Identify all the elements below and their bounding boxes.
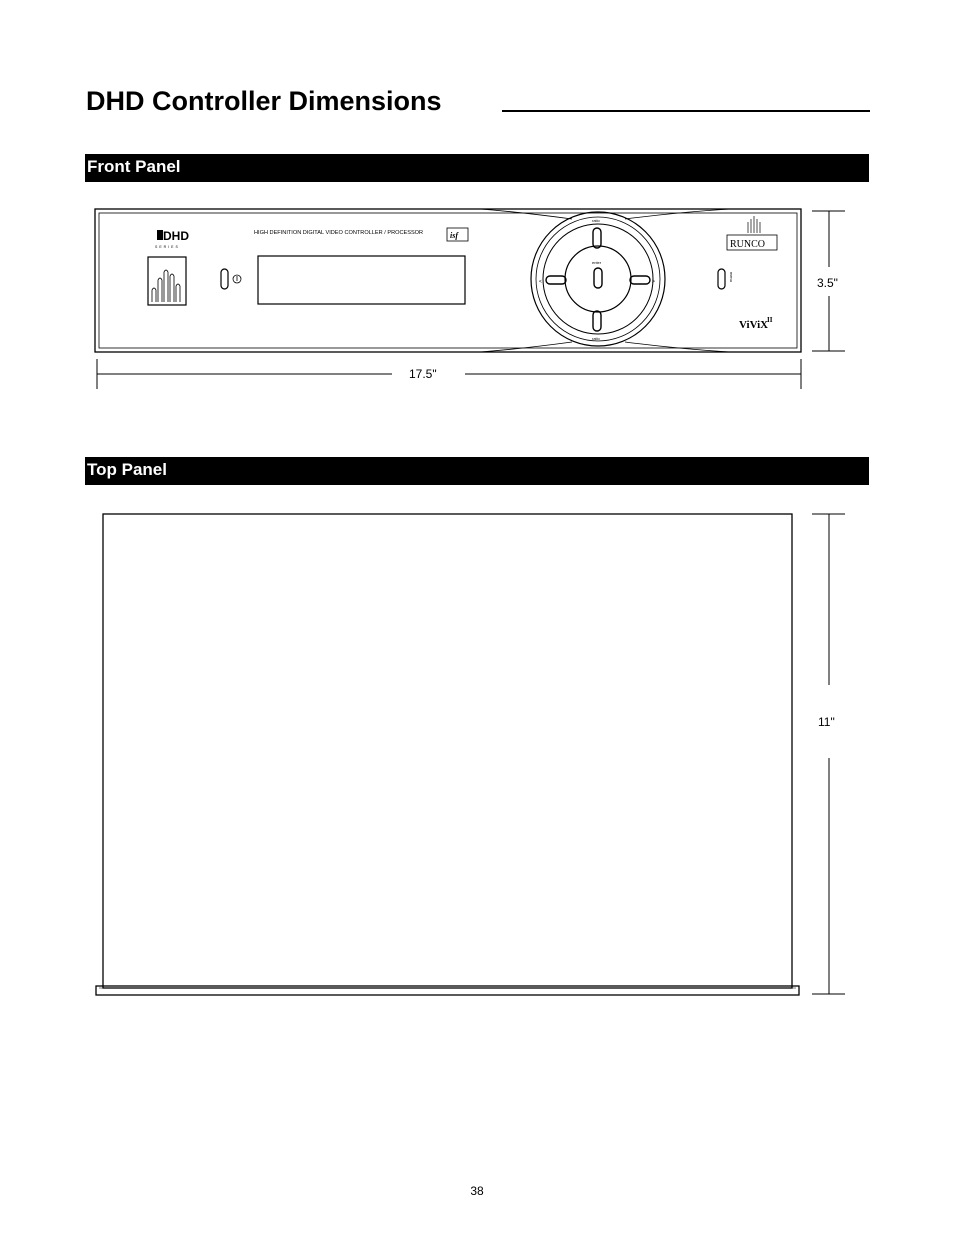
nav-up-button[interactable] (593, 228, 601, 248)
device-caption: HIGH DEFINITION DIGITAL VIDEO CONTROLLER / PROCESSOR (254, 230, 424, 236)
page-number: 38 (470, 1184, 484, 1198)
nav-down-button[interactable] (593, 311, 601, 331)
navigation-wheel (531, 212, 665, 346)
nav-right-button[interactable] (630, 276, 650, 284)
nav-top-label: ratio (592, 218, 600, 223)
nav-center-label: enter (592, 260, 602, 265)
vivix-logo (739, 316, 773, 331)
front-panel-heading: Front Panel (87, 157, 181, 176)
model-suffix: II (767, 316, 773, 324)
front-width-dimension (97, 359, 801, 389)
page-title: DHD Controller Dimensions (86, 86, 442, 116)
dhd-logo-sub: SERIES (155, 245, 180, 249)
runco-logo (727, 216, 777, 250)
front-panel-drawing (95, 209, 801, 352)
front-height-label: 3.5" (817, 276, 838, 290)
top-depth-dimension (812, 514, 845, 994)
top-depth-label: 11" (818, 715, 835, 729)
front-width-label: 17.5" (409, 367, 437, 381)
isf-logo (447, 228, 468, 241)
brand-text: RUNCO (730, 239, 766, 250)
svg-text:isf: isf (450, 231, 458, 240)
power-icon (233, 275, 241, 283)
nav-right-label: > (652, 279, 655, 285)
dhd-series-logo (155, 229, 189, 249)
nav-left-button[interactable] (546, 276, 566, 284)
dhd-logo-text: DHD (163, 229, 189, 243)
top-panel-drawing (96, 514, 799, 995)
nav-left-label: < (539, 279, 542, 285)
nav-enter-button[interactable] (594, 268, 602, 288)
menu-button[interactable] (718, 269, 725, 289)
power-button[interactable] (221, 269, 228, 289)
model-text: ViViX (739, 319, 769, 331)
nav-bottom-label: ratio (592, 336, 600, 341)
display-window (258, 256, 465, 304)
ir-window (148, 257, 186, 305)
menu-side-label: menu (729, 272, 734, 283)
top-panel-heading: Top Panel (87, 460, 167, 479)
